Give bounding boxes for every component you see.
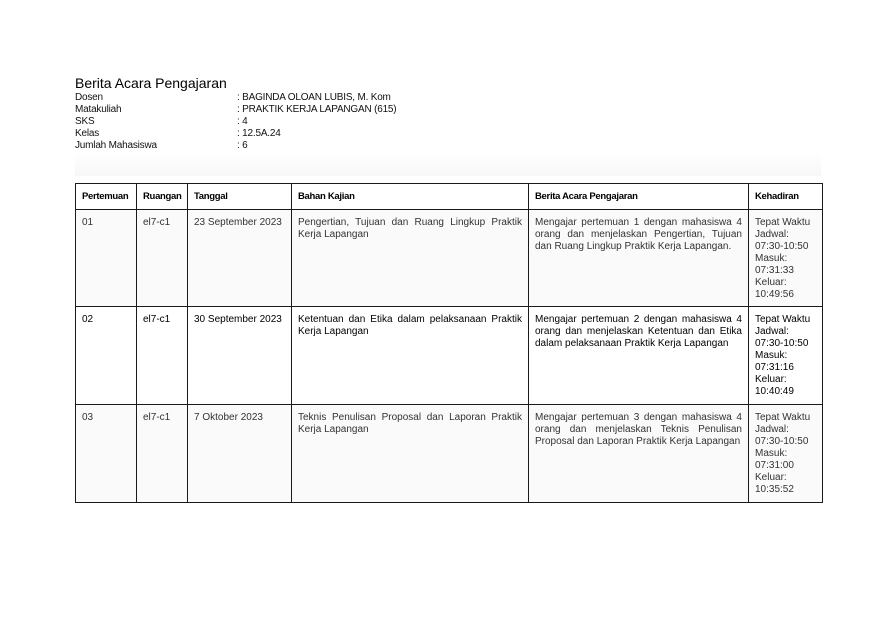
cell-pertemuan: 02 xyxy=(76,307,137,405)
cell-ruangan: el7-c1 xyxy=(137,307,188,405)
cell-pertemuan: 03 xyxy=(76,405,137,503)
attendance-jadwal: 07:30-10:50 xyxy=(755,241,809,252)
attendance-masuk-label: Masuk: xyxy=(755,253,788,264)
table-header-row xyxy=(76,184,823,210)
attendance-keluar-label: Keluar: xyxy=(755,472,787,483)
info-label: SKS xyxy=(75,116,95,127)
info-value: : PRAKTIK KERJA LAPANGAN (615) xyxy=(237,104,397,115)
attendance-keluar-label: Keluar: xyxy=(755,277,787,288)
cell-tanggal: 30 September 2023 xyxy=(188,307,292,405)
attendance-status: Tepat Waktu xyxy=(755,217,811,228)
header-pertemuan: Pertemuan xyxy=(76,184,137,210)
cell-kehadiran xyxy=(749,405,823,503)
cell-berita-acara: Mengajar pertemuan 2 dengan mahasiswa 4 orang dan menjelaskan Ketentuan dan Etika dalam pelaksanaan Praktik Kerja Lapangan xyxy=(529,307,749,405)
attendance-keluar: 10:40:49 xyxy=(755,386,794,397)
table-row xyxy=(76,307,823,405)
attendance-jadwal: 07:30-10:50 xyxy=(755,436,809,447)
header-bahan-kajian: Bahan Kajian xyxy=(292,184,529,210)
attendance-masuk-label: Masuk: xyxy=(755,448,788,459)
cell-berita-acara: Mengajar pertemuan 3 dengan mahasiswa 4 orang dan menjelaskan Teknis Penulisan Proposal dan Laporan Praktik Kerja Lapangan xyxy=(529,405,749,503)
cell-berita-acara: Mengajar pertemuan 1 dengan mahasiswa 4 orang dan menjelaskan Pengertian, Tujuan dan Ruang Lingkup Praktik Kerja Lapangan. xyxy=(529,210,749,307)
attendance-masuk: 07:31:00 xyxy=(755,460,794,471)
cell-tanggal: 23 September 2023 xyxy=(188,210,292,307)
cell-ruangan: el7-c1 xyxy=(137,405,188,503)
cell-ruangan: el7-c1 xyxy=(137,210,188,307)
attendance-status: Tepat Waktu xyxy=(755,412,811,423)
attendance-masuk: 07:31:33 xyxy=(755,265,794,276)
cell-bahan-kajian: Teknis Penulisan Proposal dan Laporan Praktik Kerja Lapangan xyxy=(292,405,529,503)
info-value: : 4 xyxy=(237,116,248,127)
info-value: : BAGINDA OLOAN LUBIS, M. Kom xyxy=(237,92,391,103)
info-label: Matakuliah xyxy=(75,104,122,115)
info-value: : 12.5A.24 xyxy=(237,128,281,139)
table-row xyxy=(76,405,823,503)
header-tanggal: Tanggal xyxy=(188,184,292,210)
info-value: : 6 xyxy=(237,140,248,151)
info-label: Dosen xyxy=(75,92,103,103)
attendance-keluar: 10:35:52 xyxy=(755,484,794,495)
attendance-masuk-label: Masuk: xyxy=(755,350,788,361)
attendance-jadwal-label: Jadwal: xyxy=(755,424,789,435)
cell-bahan-kajian: Ketentuan dan Etika dalam pelaksanaan Praktik Kerja Lapangan xyxy=(292,307,529,405)
attendance-jadwal-label: Jadwal: xyxy=(755,326,789,337)
info-label: Kelas xyxy=(75,128,100,139)
cell-tanggal: 7 Oktober 2023 xyxy=(188,405,292,503)
table-row xyxy=(76,210,823,307)
cell-kehadiran xyxy=(749,307,823,405)
attendance-keluar-label: Keluar: xyxy=(755,374,787,385)
attendance-keluar: 10:49:56 xyxy=(755,289,794,300)
attendance-status: Tepat Waktu xyxy=(755,314,811,325)
header-kehadiran: Kehadiran xyxy=(749,184,823,210)
info-label: Jumlah Mahasiswa xyxy=(75,140,157,151)
cell-pertemuan: 01 xyxy=(76,210,137,307)
sessions-table xyxy=(75,183,823,503)
header-ruangan: Ruangan xyxy=(137,184,188,210)
attendance-jadwal-label: Jadwal: xyxy=(755,229,789,240)
document-title: Berita Acara Pengajaran xyxy=(75,75,227,91)
info-section xyxy=(75,92,821,176)
attendance-masuk: 07:31:16 xyxy=(755,362,794,373)
cell-kehadiran xyxy=(749,210,823,307)
cell-bahan-kajian: Pengertian, Tujuan dan Ruang Lingkup Praktik Kerja Lapangan xyxy=(292,210,529,307)
attendance-jadwal: 07:30-10:50 xyxy=(755,338,809,349)
header-berita-acara: Berita Acara Pengajaran xyxy=(529,184,749,210)
